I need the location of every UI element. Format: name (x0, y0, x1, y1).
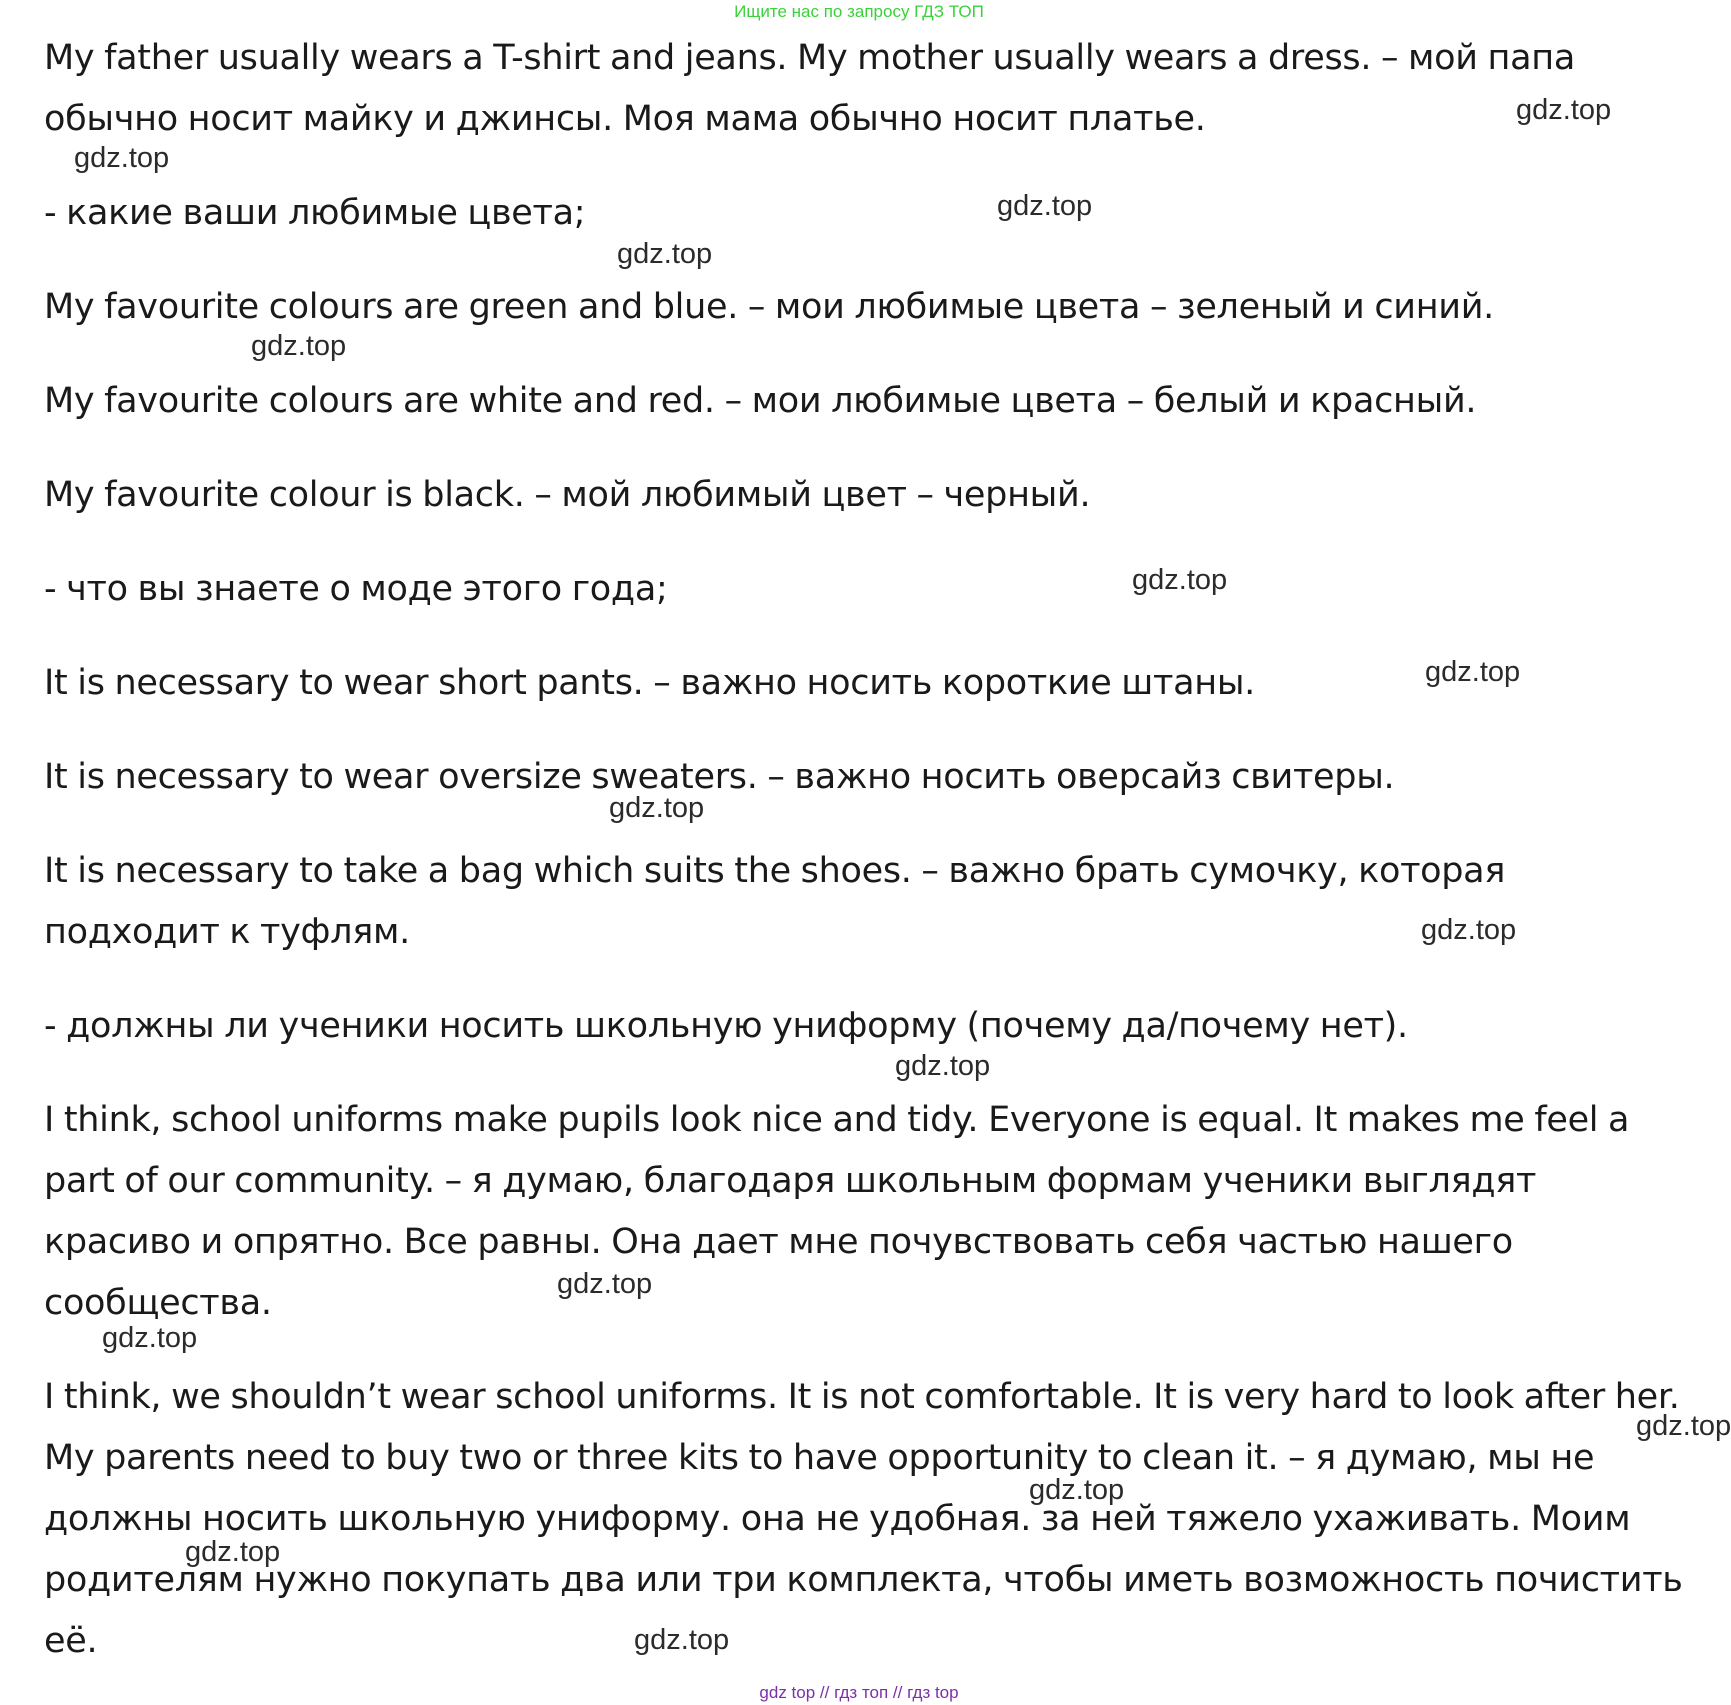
paragraph-bag-shoes: It is necessary to take a bag which suits the shoes. – важно брать сумочку, которая подходит к туфлям. (44, 851, 1506, 952)
paragraph-clothes-parents: My father usually wears a T-shirt and jeans. My mother usually wears a dress. – мой папа обычно носит майку и джинсы. Моя мама обычно носит платье. (44, 38, 1575, 139)
paragraph-colours-white-red: My favourite colours are white and red. – мои любимые цвета – белый и красный. (44, 381, 1477, 421)
watermark: gdz.top (1421, 914, 1517, 946)
watermark: gdz.top (895, 1050, 991, 1082)
watermark: gdz.top (1132, 564, 1228, 596)
watermark: gdz.top (609, 792, 705, 824)
paragraph-short-pants: It is necessary to wear short pants. – важно носить короткие штаны. (44, 663, 1256, 703)
paragraph-colour-black: My favourite colour is black. – мой любимый цвет – черный. (44, 475, 1091, 515)
paragraph-oversize-sweaters: It is necessary to wear oversize sweaters. – важно носить оверсайз свитеры. (44, 757, 1395, 797)
watermark: gdz.top (74, 142, 170, 174)
watermark: gdz.top (102, 1322, 198, 1354)
question-fashion-this-year: - что вы знаете о моде этого года; (44, 569, 668, 609)
watermark: gdz.top (997, 190, 1093, 222)
watermark: gdz.top (1425, 656, 1521, 688)
header-search-hint: Ищите нас по запросу ГДЗ ТОП (734, 2, 984, 21)
watermark: gdz.top (251, 330, 347, 362)
watermark: gdz.top (1516, 94, 1612, 126)
watermark: gdz.top (557, 1268, 653, 1300)
watermark: gdz.top (634, 1624, 730, 1656)
watermark: gdz.top (617, 238, 713, 270)
paragraph-uniform-con: I think, we shouldn’t wear school uniforms. It is not comfortable. It is very hard to look after her. My parents need to buy two or three kits to have opportunity to clean it. – я думаю, мы не должны носить школьную униформу. она не удобная. за ней тяжело ухаживать. Моим родителям нужно покупать два или три комплекта, чтобы иметь возможность почистить её. (44, 1377, 1683, 1661)
footer-links: gdz top // гдз топ // гдз top (759, 1683, 959, 1702)
paragraph-uniform-pro: I think, school uniforms make pupils look nice and tidy. Everyone is equal. It makes me feel a part of our community. – я думаю, благодаря школьным формам ученики выглядят красиво и опрятно. Все равны. Она дает мне почувствовать себя частью нашего сообщества. (44, 1100, 1630, 1323)
watermark: gdz.top (1636, 1410, 1731, 1442)
paragraph-colours-green-blue: My favourite colours are green and blue. – мои любимые цвета – зеленый и синий. (44, 287, 1495, 327)
question-school-uniform: - должны ли ученики носить школьную униформу (почему да/почему нет). (44, 1006, 1408, 1046)
watermark: gdz.top (185, 1536, 281, 1568)
question-favourite-colours: - какие ваши любимые цвета; (44, 193, 586, 233)
watermark: gdz.top (1029, 1474, 1125, 1506)
document-body (44, 28, 1684, 1705)
